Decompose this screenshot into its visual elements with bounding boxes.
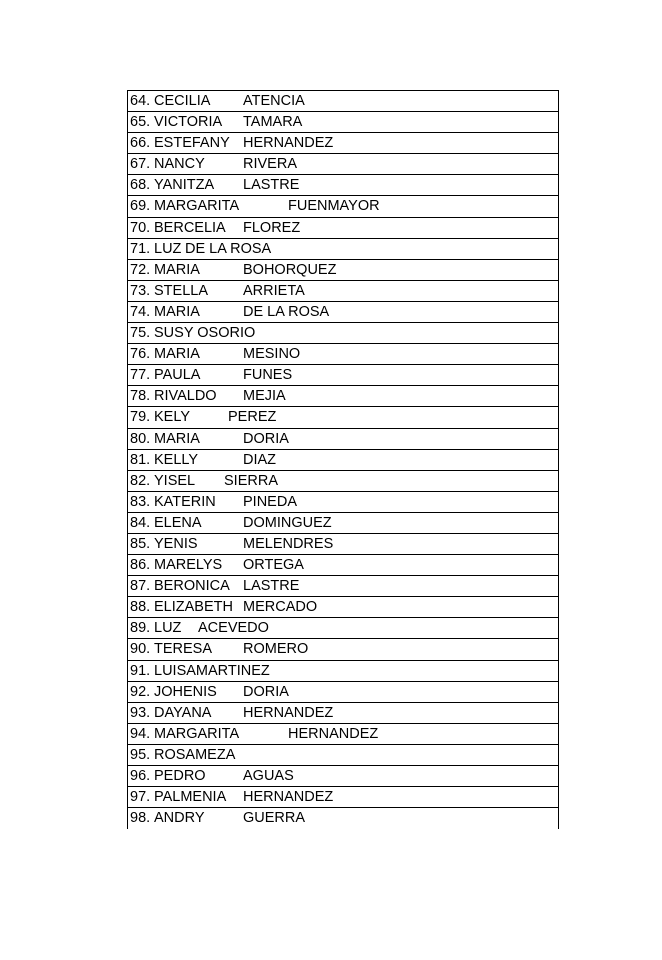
row-number: 93. bbox=[130, 704, 151, 721]
last-name: FLOREZ bbox=[243, 219, 301, 236]
table-row bbox=[128, 406, 558, 427]
last-name: MERCADO bbox=[243, 599, 318, 616]
table-row bbox=[128, 807, 558, 829]
table-row bbox=[128, 364, 558, 385]
row-number: 67. bbox=[130, 156, 151, 173]
table-row bbox=[128, 132, 558, 153]
row-number: 85. bbox=[130, 535, 151, 552]
row-number: 91. bbox=[130, 662, 151, 679]
row-number: 75. bbox=[130, 325, 151, 342]
first-name: KELLY bbox=[154, 451, 199, 468]
table-row bbox=[128, 428, 558, 449]
last-name: ATENCIA bbox=[243, 93, 305, 109]
last-name: RIVERA bbox=[243, 156, 297, 173]
first-name: SUSY OSORIO bbox=[154, 325, 256, 342]
last-name: MEJIA bbox=[243, 388, 286, 405]
row-number: 95. bbox=[130, 746, 151, 763]
row-number: 65. bbox=[130, 114, 151, 131]
first-name: CECILIA bbox=[154, 93, 211, 109]
table-row bbox=[128, 744, 558, 765]
row-number: 98. bbox=[130, 810, 151, 827]
first-name: RIVALDO bbox=[154, 388, 217, 405]
last-name: PINEDA bbox=[243, 493, 297, 510]
first-name: KATERIN bbox=[154, 493, 216, 510]
table-row bbox=[128, 301, 558, 322]
table-row bbox=[128, 174, 558, 195]
table-row bbox=[128, 343, 558, 364]
last-name: LASTRE bbox=[243, 177, 300, 194]
last-name: DORIA bbox=[243, 683, 289, 700]
first-name: ANDRY bbox=[154, 810, 205, 827]
last-name: HERNANDEZ bbox=[288, 725, 379, 742]
row-number: 70. bbox=[130, 219, 151, 236]
table-row bbox=[128, 470, 558, 491]
first-name: MARIA bbox=[154, 346, 200, 363]
row-number: 76. bbox=[130, 346, 151, 363]
last-name: DOMINGUEZ bbox=[243, 514, 332, 531]
last-name: BOHORQUEZ bbox=[243, 261, 337, 278]
first-name: ESTEFANY bbox=[154, 135, 230, 152]
row-number: 80. bbox=[130, 430, 151, 447]
first-name: MARIA bbox=[154, 261, 200, 278]
row-number: 90. bbox=[130, 641, 151, 658]
first-name: LUZ bbox=[154, 620, 182, 637]
first-name: BERONICA bbox=[154, 578, 230, 595]
row-number: 64. bbox=[130, 93, 151, 109]
first-name: PEDRO bbox=[154, 768, 206, 784]
first-name: YANITZA bbox=[154, 177, 215, 194]
table-row bbox=[128, 238, 558, 259]
name-list-table bbox=[127, 90, 559, 829]
table-row bbox=[128, 765, 558, 786]
row-number: 97. bbox=[130, 789, 151, 806]
row-number: 81. bbox=[130, 451, 151, 468]
first-name: PALMENIA bbox=[154, 789, 227, 806]
table-row bbox=[128, 322, 558, 343]
table-row bbox=[128, 681, 558, 702]
last-name: HERNANDEZ bbox=[243, 135, 334, 152]
last-name: DIAZ bbox=[243, 451, 277, 468]
row-number: 88. bbox=[130, 599, 151, 616]
first-name: MARGARITA bbox=[154, 725, 240, 742]
last-name: AGUAS bbox=[243, 768, 294, 784]
first-name: JOHENIS bbox=[154, 683, 217, 700]
row-number: 69. bbox=[130, 198, 151, 215]
first-name: ROSAMEZA bbox=[154, 746, 236, 763]
last-name: HERNANDEZ bbox=[243, 704, 334, 721]
first-name: KELY bbox=[154, 409, 191, 426]
row-number: 78. bbox=[130, 388, 151, 405]
first-name: LUZ bbox=[154, 240, 182, 257]
last-name: PEREZ bbox=[228, 409, 277, 426]
table-row bbox=[128, 638, 558, 659]
table-row bbox=[128, 554, 558, 575]
row-number: 77. bbox=[130, 367, 151, 384]
first-name: MARIA bbox=[154, 303, 200, 320]
last-name: TAMARA bbox=[243, 114, 303, 131]
row-number: 87. bbox=[130, 578, 151, 595]
last-name: DE LA ROSA bbox=[243, 303, 330, 320]
table-row bbox=[128, 491, 558, 512]
table-row bbox=[128, 111, 558, 132]
last-name: LASTRE bbox=[243, 578, 300, 595]
last-name: ROMERO bbox=[243, 641, 309, 658]
table-row bbox=[128, 660, 558, 681]
row-number: 68. bbox=[130, 177, 151, 194]
row-number: 86. bbox=[130, 557, 151, 574]
first-name: PAULA bbox=[154, 367, 201, 384]
first-name: MARIA bbox=[154, 430, 200, 447]
last-name: MELENDRES bbox=[243, 535, 334, 552]
table-row bbox=[128, 575, 558, 596]
row-number: 66. bbox=[130, 135, 151, 152]
table-row bbox=[128, 449, 558, 470]
table-row bbox=[128, 723, 558, 744]
first-name: ELIZABETH bbox=[154, 599, 233, 616]
first-name: VICTORIA bbox=[154, 114, 223, 131]
table-row bbox=[128, 195, 558, 216]
row-number: 83. bbox=[130, 493, 151, 510]
row-number: 72. bbox=[130, 261, 151, 278]
last-name: ORTEGA bbox=[243, 557, 304, 574]
last-name: DE LA ROSA bbox=[185, 240, 272, 257]
first-name: YENIS bbox=[154, 535, 198, 552]
row-number: 82. bbox=[130, 472, 151, 489]
table-row bbox=[128, 786, 558, 807]
row-number: 73. bbox=[130, 282, 151, 299]
last-name: GUERRA bbox=[243, 810, 306, 827]
last-name: DORIA bbox=[243, 430, 289, 447]
first-name: TERESA bbox=[154, 641, 213, 658]
table-row bbox=[128, 385, 558, 406]
last-name: ARRIETA bbox=[243, 282, 305, 299]
row-number: 92. bbox=[130, 683, 151, 700]
last-name: SIERRA bbox=[224, 472, 278, 489]
first-name: MARGARITA bbox=[154, 198, 240, 215]
row-number: 79. bbox=[130, 409, 151, 426]
table-row bbox=[128, 702, 558, 723]
table-row bbox=[128, 617, 558, 638]
first-name: LUISAMARTINEZ bbox=[154, 662, 270, 679]
first-name: NANCY bbox=[154, 156, 205, 173]
last-name: FUNES bbox=[243, 367, 293, 384]
table-row bbox=[128, 259, 558, 280]
row-number: 89. bbox=[130, 620, 151, 637]
first-name: STELLA bbox=[154, 282, 208, 299]
first-name: DAYANA bbox=[154, 704, 212, 721]
table-row bbox=[128, 217, 558, 238]
table-row bbox=[128, 90, 558, 111]
table-row bbox=[128, 533, 558, 554]
first-name: MARELYS bbox=[154, 557, 223, 574]
first-name: BERCELIA bbox=[154, 219, 226, 236]
table-row bbox=[128, 596, 558, 617]
row-number: 96. bbox=[130, 768, 151, 784]
table-row bbox=[128, 512, 558, 533]
row-number: 74. bbox=[130, 303, 151, 320]
last-name: FUENMAYOR bbox=[288, 198, 380, 215]
last-name: ACEVEDO bbox=[198, 620, 269, 637]
row-number: 71. bbox=[130, 240, 151, 257]
first-name: ELENA bbox=[154, 514, 202, 531]
table-row bbox=[128, 280, 558, 301]
first-name: YISEL bbox=[154, 472, 196, 489]
table-row bbox=[128, 153, 558, 174]
last-name: MESINO bbox=[243, 346, 301, 363]
row-number: 84. bbox=[130, 514, 151, 531]
row-number: 94. bbox=[130, 725, 151, 742]
last-name: HERNANDEZ bbox=[243, 789, 334, 806]
